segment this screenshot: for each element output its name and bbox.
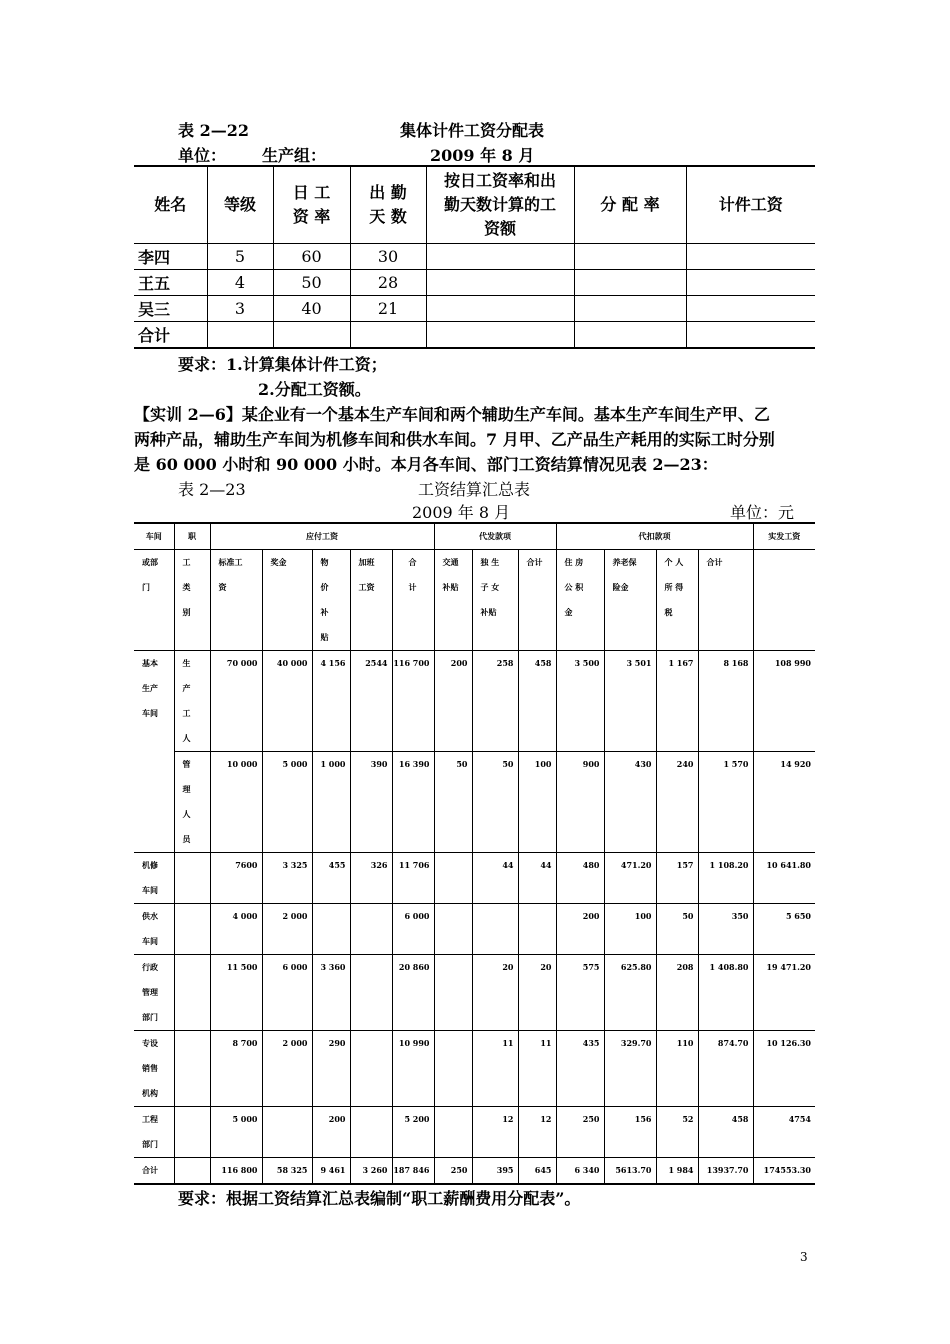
table-row: [134, 651, 815, 752]
cell: 116 800: [210, 1158, 262, 1185]
cell: 3 325: [262, 853, 312, 904]
t23-h-price-subsidy: 物 价 补 贴: [312, 550, 350, 651]
cell: 1 108.20: [698, 853, 753, 904]
cell: 4: [207, 270, 273, 296]
cell: 458: [518, 651, 556, 752]
cell: 7600: [210, 853, 262, 904]
t22-h-daily-rate: 日 工 资 率: [273, 166, 350, 244]
cell: 200: [312, 1107, 350, 1158]
cell: 44: [518, 853, 556, 904]
cell: 50: [434, 752, 472, 853]
t23-group-header-row: [134, 523, 815, 550]
cell: 471.20: [604, 853, 656, 904]
t23-sub-header-row: [134, 550, 815, 651]
t23-h-payable: 应付工资: [210, 523, 434, 550]
t23-h-cat: 工 类 别: [174, 550, 210, 651]
piece-wage-table: [134, 165, 815, 349]
cell: 李四: [134, 244, 207, 270]
cell: [686, 244, 815, 270]
cell: 575: [556, 955, 604, 1031]
cell: 20 860: [392, 955, 434, 1031]
t22-h-attendance: 出 勤 天 数: [350, 166, 426, 244]
cell: 11 500: [210, 955, 262, 1031]
cell: 52: [656, 1107, 698, 1158]
cell: 11 706: [392, 853, 434, 904]
table-row: [134, 244, 815, 270]
table-row: [134, 1107, 815, 1158]
cell: 208: [656, 955, 698, 1031]
cell: 3 501: [604, 651, 656, 752]
cell: 合计: [134, 322, 207, 349]
cell: 1 408.80: [698, 955, 753, 1031]
t23-label: 表 2—23: [178, 480, 246, 499]
cell: [426, 322, 574, 349]
cell: 10 990: [392, 1031, 434, 1107]
t23-h-only-child: 独 生 子 女 补贴: [472, 550, 518, 651]
cell: [518, 904, 556, 955]
row-cat: 生 产 工 人: [174, 651, 210, 752]
cell: 58 325: [262, 1158, 312, 1185]
cell: 21: [350, 296, 426, 322]
t22-h-piece-wage: 计件工资: [686, 166, 815, 244]
cell: 28: [350, 270, 426, 296]
cell: 1 167: [656, 651, 698, 752]
cell: 326: [350, 853, 392, 904]
table-row: [134, 904, 815, 955]
cell: 435: [556, 1031, 604, 1107]
table-row: [134, 853, 815, 904]
exercise-paragraph-line-3: 是 60 000 小时和 90 000 小时。本月各车间、部门工资结算情况见表 2—23：: [134, 455, 718, 474]
t23-date: 2009 年 8 月: [412, 503, 511, 522]
cell: 3 260: [350, 1158, 392, 1185]
row-cat: [174, 1031, 210, 1107]
t22-header-row: [134, 166, 815, 244]
t22-date: 2009 年 8 月: [430, 146, 535, 165]
cell: 645: [518, 1158, 556, 1185]
cell: 157: [656, 853, 698, 904]
cell: [350, 322, 426, 349]
t23-h-paid-for-total: 合计: [518, 550, 556, 651]
cell: 14 920: [753, 752, 815, 853]
cell: 116 700: [392, 651, 434, 752]
cell: [273, 322, 350, 349]
cell: 108 990: [753, 651, 815, 752]
cell: 874.70: [698, 1031, 753, 1107]
table-row-total: [134, 1158, 815, 1185]
cell: 19 471.20: [753, 955, 815, 1031]
cell: [350, 1031, 392, 1107]
row-dept: 机修 车间: [134, 853, 174, 904]
t22-label: 表 2—22: [178, 121, 249, 140]
cell: 350: [698, 904, 753, 955]
cell: [207, 322, 273, 349]
cell: 16 390: [392, 752, 434, 853]
cell: 70 000: [210, 651, 262, 752]
t23-unit: 单位：元: [730, 503, 795, 522]
cell: 3: [207, 296, 273, 322]
row-cat: [174, 1158, 210, 1185]
cell: 王五: [134, 270, 207, 296]
cell: [262, 1107, 312, 1158]
cell: 20: [518, 955, 556, 1031]
cell: [574, 244, 686, 270]
row-dept: 工程 部门: [134, 1107, 174, 1158]
t23-h-withheld: 代扣款项: [556, 523, 753, 550]
cell: 5 200: [392, 1107, 434, 1158]
exercise-paragraph-line-1: 【实训 2—6】某企业有一个基本生产车间和两个辅助生产车间。基本生产车间生产甲、乙: [134, 405, 770, 424]
table-row: [134, 1031, 815, 1107]
t22-h-computed-wage: 按日工资率和出 勤天数计算的工 资额: [426, 166, 574, 244]
page-number: 3: [800, 1250, 808, 1264]
t22-title: 集体计件工资分配表: [400, 121, 545, 140]
t22-h-grade: 等级: [207, 166, 273, 244]
cell: [350, 1107, 392, 1158]
cell: 11: [472, 1031, 518, 1107]
cell: 187 846: [392, 1158, 434, 1185]
cell: 250: [434, 1158, 472, 1185]
cell: [350, 904, 392, 955]
cell: [574, 270, 686, 296]
cell: 2 000: [262, 904, 312, 955]
cell: 3 500: [556, 651, 604, 752]
cell: 5: [207, 244, 273, 270]
cell: 50: [472, 752, 518, 853]
t23-h-dept-top: 车间: [134, 523, 174, 550]
t23-h-housing-fund: 住 房 公 积 金: [556, 550, 604, 651]
cell: 5 000: [262, 752, 312, 853]
cell: [686, 270, 815, 296]
cell: [426, 244, 574, 270]
cell: 50: [273, 270, 350, 296]
cell: 50: [656, 904, 698, 955]
cell: 9 461: [312, 1158, 350, 1185]
cell: 258: [472, 651, 518, 752]
cell: 900: [556, 752, 604, 853]
cell: 40: [273, 296, 350, 322]
cell: 6 000: [262, 955, 312, 1031]
t23-h-actual: 实发工资: [753, 523, 815, 550]
cell: 1 984: [656, 1158, 698, 1185]
row-cat: [174, 904, 210, 955]
cell: 1 570: [698, 752, 753, 853]
cell: [434, 904, 472, 955]
cell: 12: [518, 1107, 556, 1158]
cell: 5 000: [210, 1107, 262, 1158]
cell: 4 000: [210, 904, 262, 955]
cell: 2 000: [262, 1031, 312, 1107]
cell: 10 126.30: [753, 1031, 815, 1107]
cell: 30: [350, 244, 426, 270]
cell: 吴三: [134, 296, 207, 322]
t23-h-withheld-total: 合计: [698, 550, 753, 651]
t23-h-standard: 标准工 资: [210, 550, 262, 651]
table-row: [134, 270, 815, 296]
cell: 200: [434, 651, 472, 752]
t23-requirement: 要求：根据工资结算汇总表编制“职工薪酬费用分配表”。: [178, 1189, 581, 1208]
cell: [426, 270, 574, 296]
cell: 2544: [350, 651, 392, 752]
cell: 13937.70: [698, 1158, 753, 1185]
cell: 4 156: [312, 651, 350, 752]
cell: 60: [273, 244, 350, 270]
cell: 3 360: [312, 955, 350, 1031]
cell: 10 000: [210, 752, 262, 853]
row-cat: [174, 1107, 210, 1158]
cell: [350, 955, 392, 1031]
t23-h-overtime: 加班 工资: [350, 550, 392, 651]
cell: 11: [518, 1031, 556, 1107]
cell: 6 340: [556, 1158, 604, 1185]
cell: 395: [472, 1158, 518, 1185]
cell: 200: [556, 904, 604, 955]
cell: [434, 853, 472, 904]
t23-h-transport: 交通 补贴: [434, 550, 472, 651]
cell: [426, 296, 574, 322]
cell: [312, 904, 350, 955]
cell: 8 168: [698, 651, 753, 752]
t23-h-bonus: 奖金: [262, 550, 312, 651]
cell: 4754: [753, 1107, 815, 1158]
cell: 10 641.80: [753, 853, 815, 904]
cell: 5613.70: [604, 1158, 656, 1185]
row-dept: 供水 车间: [134, 904, 174, 955]
exercise-paragraph-line-2: 两种产品，辅助生产车间为机修车间和供水车间。7 月甲、乙产品生产耗用的实际工时分别: [134, 430, 775, 449]
cell: 110: [656, 1031, 698, 1107]
cell: [434, 1031, 472, 1107]
t22-requirement-1: 要求：1.计算集体计件工资；: [178, 355, 387, 374]
row-cat: 管 理 人 员: [174, 752, 210, 853]
table-row: [134, 296, 815, 322]
cell: 290: [312, 1031, 350, 1107]
cell: 8 700: [210, 1031, 262, 1107]
t23-h-cat-top: 职: [174, 523, 210, 550]
cell: 625.80: [604, 955, 656, 1031]
cell: 329.70: [604, 1031, 656, 1107]
cell: 100: [604, 904, 656, 955]
cell: [434, 955, 472, 1031]
t22-h-name: 姓名: [134, 166, 207, 244]
cell: 390: [350, 752, 392, 853]
table-row: [134, 752, 815, 853]
cell: 100: [518, 752, 556, 853]
t23-title: 工资结算汇总表: [418, 480, 531, 499]
cell: 480: [556, 853, 604, 904]
row-cat: [174, 853, 210, 904]
row-dept: 行政 管理 部门: [134, 955, 174, 1031]
cell: [574, 322, 686, 349]
cell: [686, 296, 815, 322]
cell: 174553.30: [753, 1158, 815, 1185]
cell: 44: [472, 853, 518, 904]
t23-h-paid-for: 代发款项: [434, 523, 556, 550]
cell: [472, 904, 518, 955]
cell: 250: [556, 1107, 604, 1158]
t22-requirement-2: 2.分配工资额。: [258, 380, 371, 399]
cell: 455: [312, 853, 350, 904]
row-dept: 专设 销售 机构: [134, 1031, 174, 1107]
cell: 5 650: [753, 904, 815, 955]
t22-h-alloc-rate: 分 配 率: [574, 166, 686, 244]
t23-h-actual-blank: [753, 550, 815, 651]
t22-group: 生产组：: [262, 146, 327, 165]
cell: [686, 322, 815, 349]
table-row: [134, 322, 815, 349]
cell: 458: [698, 1107, 753, 1158]
table-row: [134, 955, 815, 1031]
cell: 12: [472, 1107, 518, 1158]
cell: 40 000: [262, 651, 312, 752]
t23-h-income-tax: 个 人 所 得 税: [656, 550, 698, 651]
t22-unit: 单位：: [178, 146, 227, 165]
t23-h-pension: 养老保 险金: [604, 550, 656, 651]
cell: 20: [472, 955, 518, 1031]
t23-h-dept: 或部 门: [134, 550, 174, 651]
cell: 240: [656, 752, 698, 853]
cell: 1 000: [312, 752, 350, 853]
wage-summary-table: [134, 522, 815, 1185]
row-dept: 基本 生产 车间: [134, 651, 174, 853]
cell: 430: [604, 752, 656, 853]
t23-h-payable-total: 合 计: [392, 550, 434, 651]
cell: 156: [604, 1107, 656, 1158]
row-dept: 合计: [134, 1158, 174, 1185]
row-cat: [174, 955, 210, 1031]
cell: 6 000: [392, 904, 434, 955]
cell: [574, 296, 686, 322]
cell: [434, 1107, 472, 1158]
